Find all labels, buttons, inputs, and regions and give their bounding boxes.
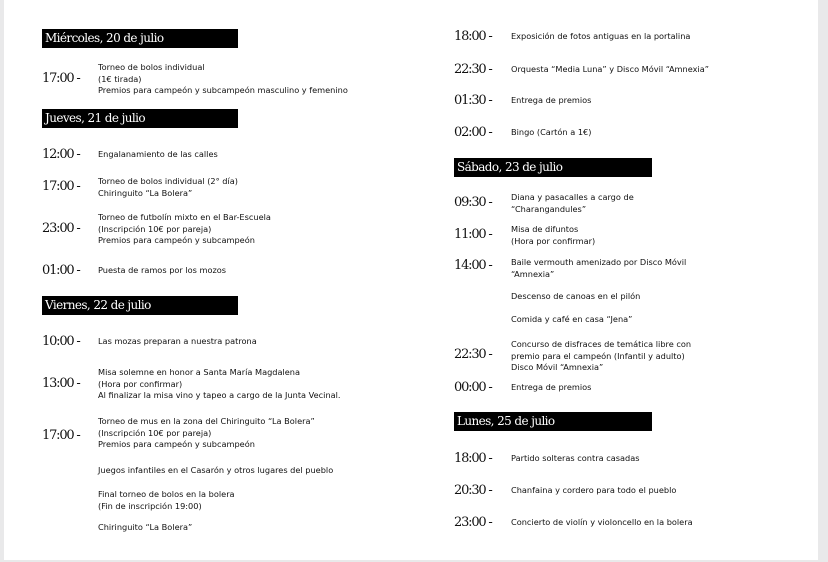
event-time: 20:30 -	[454, 483, 492, 498]
event-time: 01:30 -	[454, 93, 492, 108]
event-time: 22:30 -	[454, 347, 492, 362]
day-header-saturday: Sábado, 23 de julio	[454, 158, 652, 177]
event-description: Entrega de premios	[511, 382, 592, 392]
program-page	[4, 0, 818, 560]
day-header-thursday: Jueves, 21 de julio	[42, 109, 238, 128]
day-header-friday: Viernes, 22 de julio	[42, 296, 238, 315]
event-description: Torneo de futbolín mixto en el Bar-Escuela (Inscripción 10€ por pareja) Premios para campeón y subcampeón	[98, 212, 271, 245]
event-description: Concierto de violín y violoncello en la bolera	[511, 517, 693, 527]
event-description: Concurso de disfraces de temática libre con premio para el campeón (Infantil y adulto) Disco Móvil “Amnexia”	[511, 339, 692, 372]
event-description: Baile vermouth amenizado por Disco Móvil “Amnexia”	[511, 257, 687, 279]
event-time: 17:00 -	[42, 179, 80, 194]
event-time: 12:00 -	[42, 147, 80, 162]
event-time: 22:30 -	[454, 62, 492, 77]
event-description: Juegos infantiles en el Casarón y otros lugares del pueblo	[98, 465, 334, 475]
event-time: 18:00 -	[454, 29, 492, 44]
event-description: Diana y pasacalles a cargo de “Charangandules”	[511, 192, 634, 214]
event-time: 23:00 -	[454, 515, 492, 530]
event-time: 00:00 -	[454, 380, 492, 395]
event-description: Chiringuito “La Bolera”	[98, 522, 193, 532]
event-time: 17:00 -	[42, 71, 80, 86]
event-description: Misa de difuntos (Hora por confirmar)	[511, 224, 596, 246]
event-time: 02:00 -	[454, 125, 492, 140]
event-time: 01:00 -	[42, 263, 80, 278]
event-time: 09:30 -	[454, 195, 492, 210]
event-description: Chanfaina y cordero para todo el pueblo	[511, 485, 677, 495]
event-time: 13:00 -	[42, 376, 80, 391]
event-description: Misa solemne en honor a Santa María Magdalena (Hora por confirmar) Al finalizar la misa vino y tapeo a cargo de la Junta Vecinal.	[98, 367, 341, 400]
event-time: 18:00 -	[454, 451, 492, 466]
event-description: Orquesta “Media Luna” y Disco Móvil “Amnexia”	[511, 64, 709, 74]
event-description: Engalanamiento de las calles	[98, 149, 218, 159]
event-description: Torneo de bolos individual (1€ tirada) Premios para campeón y subcampeón masculino y femenino	[98, 62, 348, 95]
event-description: Torneo de mus en la zona del Chiringuito “La Bolera” (Inscripción 10€ por pareja) Premios para campeón y subcampeón	[98, 416, 315, 449]
event-time: 14:00 -	[454, 258, 492, 273]
event-description: Torneo de bolos individual (2° día) Chiringuito “La Bolera”	[98, 176, 238, 198]
event-description: Exposición de fotos antiguas en la portalina	[511, 31, 691, 41]
event-time: 11:00 -	[454, 227, 492, 242]
event-time: 23:00 -	[42, 221, 80, 236]
event-description: Partido solteras contra casadas	[511, 453, 640, 463]
event-description: Comida y café en casa “Jena”	[511, 314, 633, 324]
event-description: Bingo (Cartón a 1€)	[511, 127, 592, 137]
event-description: Las mozas preparan a nuestra patrona	[98, 336, 257, 346]
event-description: Entrega de premios	[511, 95, 592, 105]
event-description: Final torneo de bolos en la bolera (Fin de inscripción 19:00)	[98, 489, 235, 511]
event-time: 17:00 -	[42, 428, 80, 443]
day-header-monday: Lunes, 25 de julio	[454, 412, 652, 431]
event-time: 10:00 -	[42, 334, 80, 349]
event-description: Puesta de ramos por los mozos	[98, 265, 227, 275]
day-header-wednesday: Miércoles, 20 de julio	[42, 29, 238, 48]
event-description: Descenso de canoas en el pilón	[511, 291, 641, 301]
